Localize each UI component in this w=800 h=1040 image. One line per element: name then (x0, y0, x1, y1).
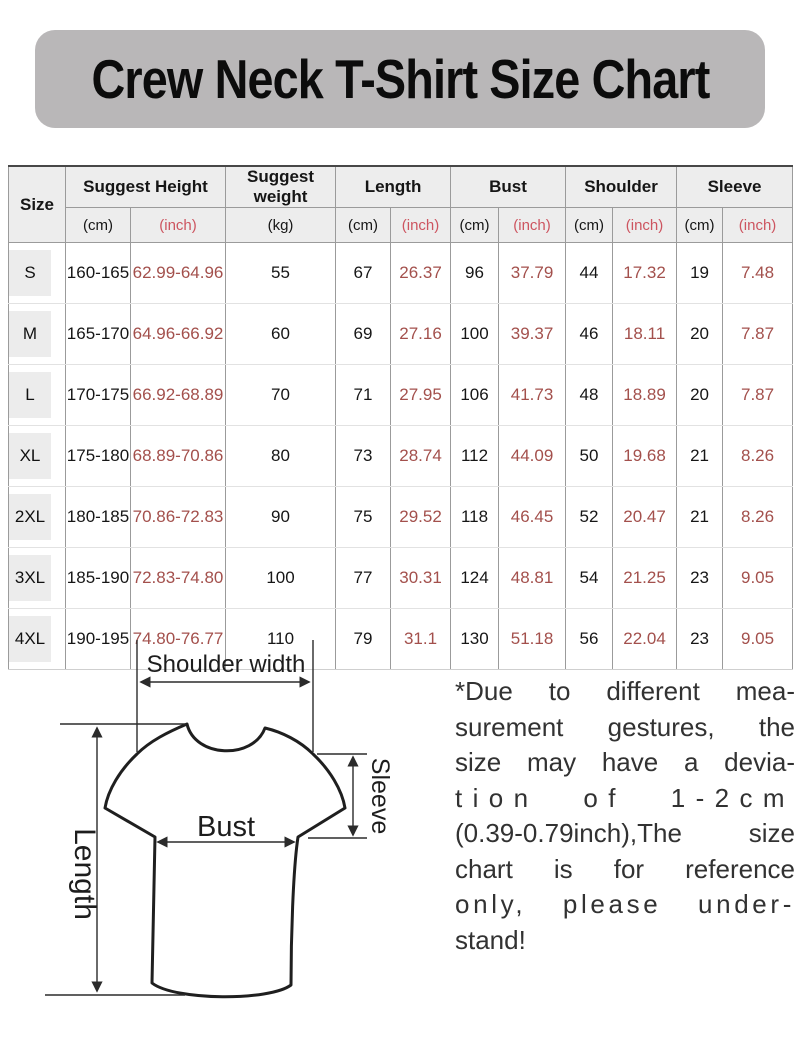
size-row-3xl (9, 548, 793, 609)
cell-bust-inch: 39.37 (499, 304, 566, 365)
page-title (35, 30, 765, 128)
cell-height-inch: 64.96-66.92 (131, 304, 226, 365)
cell-length-inch: 26.37 (391, 243, 451, 304)
tshirt-outline (105, 724, 345, 997)
cell-size (9, 426, 66, 487)
cell-sleeve-cm: 23 (677, 548, 723, 609)
cell-bust-cm: 100 (451, 304, 499, 365)
unit-shoulder-cm: (cm) (566, 208, 613, 243)
cell-bust-cm: 130 (451, 609, 499, 670)
cell-size (9, 487, 66, 548)
note-line: size may have a devia- (455, 747, 795, 777)
size-chip: S (9, 250, 51, 296)
col-header-shoulder: Shoulder (566, 166, 677, 208)
cell-length-cm: 77 (336, 548, 391, 609)
cell-bust-inch: 37.79 (499, 243, 566, 304)
cell-height-cm: 165-170 (66, 304, 131, 365)
cell-shoulder-inch: 17.32 (613, 243, 677, 304)
unit-length-inch: (inch) (391, 208, 451, 243)
unit-bust-inch: (inch) (499, 208, 566, 243)
cell-sleeve-cm: 20 (677, 304, 723, 365)
shoulder-width-label: Shoulder width (146, 651, 306, 678)
cell-sleeve-cm: 20 (677, 365, 723, 426)
cell-length-cm: 71 (336, 365, 391, 426)
unit-sleeve-cm: (cm) (677, 208, 723, 243)
unit-bust-cm: (cm) (451, 208, 499, 243)
cell-shoulder-cm: 48 (566, 365, 613, 426)
header-group-row (9, 166, 793, 208)
cell-height-cm: 170-175 (66, 365, 131, 426)
cell-height-cm: 160-165 (66, 243, 131, 304)
size-row-l (9, 365, 793, 426)
cell-sleeve-cm: 21 (677, 487, 723, 548)
cell-weight-kg: 80 (226, 426, 336, 487)
cell-height-inch: 70.86-72.83 (131, 487, 226, 548)
length-label: Length (68, 828, 101, 920)
col-header-bust: Bust (451, 166, 566, 208)
cell-weight-kg: 90 (226, 487, 336, 548)
header-units-row (9, 208, 793, 243)
cell-shoulder-cm: 46 (566, 304, 613, 365)
cell-sleeve-cm: 21 (677, 426, 723, 487)
cell-height-cm: 180-185 (66, 487, 131, 548)
note-line: only, please under- (455, 889, 795, 919)
size-row-m (9, 304, 793, 365)
note-line: chart is for reference (455, 853, 795, 884)
cell-bust-inch: 44.09 (499, 426, 566, 487)
unit-sleeve-inch: (inch) (723, 208, 793, 243)
cell-sleeve-cm: 19 (677, 243, 723, 304)
size-chip: 4XL (9, 616, 51, 662)
col-header-sleeve: Sleeve (677, 166, 793, 208)
cell-shoulder-cm: 50 (566, 426, 613, 487)
cell-shoulder-cm: 44 (566, 243, 613, 304)
size-row-xl (9, 426, 793, 487)
unit-height-inch: (inch) (131, 208, 226, 243)
tshirt-measurement-diagram (20, 640, 440, 1036)
cell-bust-cm: 106 (451, 365, 499, 426)
cell-shoulder-inch: 18.11 (613, 304, 677, 365)
cell-length-cm: 67 (336, 243, 391, 304)
col-header-size: Size (9, 166, 66, 243)
cell-height-inch: 72.83-74.80 (131, 548, 226, 609)
cell-length-inch: 31.1 (391, 609, 451, 670)
note-line: surement gestures, the (455, 711, 795, 742)
cell-height-cm: 190-195 (66, 609, 131, 670)
bust-label: Bust (196, 811, 256, 843)
cell-length-inch: 27.16 (391, 304, 451, 365)
cell-bust-cm: 118 (451, 487, 499, 548)
col-header-length: Length (336, 166, 451, 208)
cell-height-inch: 68.89-70.86 (131, 426, 226, 487)
cell-bust-inch: 51.18 (499, 609, 566, 670)
cell-bust-cm: 96 (451, 243, 499, 304)
cell-size (9, 304, 66, 365)
cell-sleeve-inch: 7.87 (723, 304, 793, 365)
size-row-2xl (9, 487, 793, 548)
unit-length-cm: (cm) (336, 208, 391, 243)
unit-weight-kg: (kg) (226, 208, 336, 243)
cell-size (9, 243, 66, 304)
unit-shoulder-inch: (inch) (613, 208, 677, 243)
cell-sleeve-inch: 8.26 (723, 426, 793, 487)
size-chip: M (9, 311, 51, 357)
cell-shoulder-inch: 19.68 (613, 426, 677, 487)
cell-bust-cm: 112 (451, 426, 499, 487)
cell-length-cm: 75 (336, 487, 391, 548)
cell-bust-inch: 41.73 (499, 365, 566, 426)
size-row-s (9, 243, 793, 304)
cell-size (9, 365, 66, 426)
cell-height-inch: 74.80-76.77 (131, 609, 226, 670)
cell-weight-kg: 110 (226, 609, 336, 670)
cell-shoulder-cm: 56 (566, 609, 613, 670)
cell-height-inch: 62.99-64.96 (131, 243, 226, 304)
cell-length-inch: 29.52 (391, 487, 451, 548)
cell-length-inch: 28.74 (391, 426, 451, 487)
cell-height-cm: 185-190 (66, 548, 131, 609)
cell-shoulder-inch: 18.89 (613, 365, 677, 426)
cell-shoulder-cm: 52 (566, 487, 613, 548)
cell-bust-inch: 46.45 (499, 487, 566, 548)
cell-length-cm: 79 (336, 609, 391, 670)
cell-sleeve-cm: 23 (677, 609, 723, 670)
size-table (8, 165, 793, 670)
note-line: (0.39-0.79inch),The size (455, 818, 795, 848)
cell-sleeve-inch: 8.26 (723, 487, 793, 548)
note-line: tion of 1-2cm (455, 782, 795, 813)
cell-weight-kg: 100 (226, 548, 336, 609)
cell-height-inch: 66.92-68.89 (131, 365, 226, 426)
cell-shoulder-inch: 22.04 (613, 609, 677, 670)
col-header-suggest-height: Suggest Height (66, 166, 226, 208)
cell-shoulder-cm: 54 (566, 548, 613, 609)
cell-weight-kg: 55 (226, 243, 336, 304)
cell-sleeve-inch: 9.05 (723, 548, 793, 609)
cell-sleeve-inch: 9.05 (723, 609, 793, 670)
cell-bust-inch: 48.81 (499, 548, 566, 609)
note-line: *Due to different mea- (455, 676, 795, 706)
measurement-note (455, 674, 795, 958)
cell-length-cm: 69 (336, 304, 391, 365)
size-chip: L (9, 372, 51, 418)
size-chip: XL (9, 433, 51, 479)
length-arrow (45, 724, 186, 995)
cell-length-inch: 27.95 (391, 365, 451, 426)
page-title-text: Crew Neck T-Shirt Size Chart (91, 48, 709, 110)
sleeve-label: Sleeve (366, 757, 394, 835)
cell-length-cm: 73 (336, 426, 391, 487)
cell-weight-kg: 70 (226, 365, 336, 426)
col-header-suggest-weight: Suggest weight (226, 166, 336, 208)
cell-weight-kg: 60 (226, 304, 336, 365)
cell-shoulder-inch: 21.25 (613, 548, 677, 609)
cell-length-inch: 30.31 (391, 548, 451, 609)
unit-height-cm: (cm) (66, 208, 131, 243)
size-chip: 2XL (9, 494, 51, 540)
cell-height-cm: 175-180 (66, 426, 131, 487)
cell-sleeve-inch: 7.87 (723, 365, 793, 426)
note-line: stand! (455, 924, 526, 955)
size-chip: 3XL (9, 555, 51, 601)
cell-size (9, 548, 66, 609)
cell-bust-cm: 124 (451, 548, 499, 609)
cell-sleeve-inch: 7.48 (723, 243, 793, 304)
cell-shoulder-inch: 20.47 (613, 487, 677, 548)
